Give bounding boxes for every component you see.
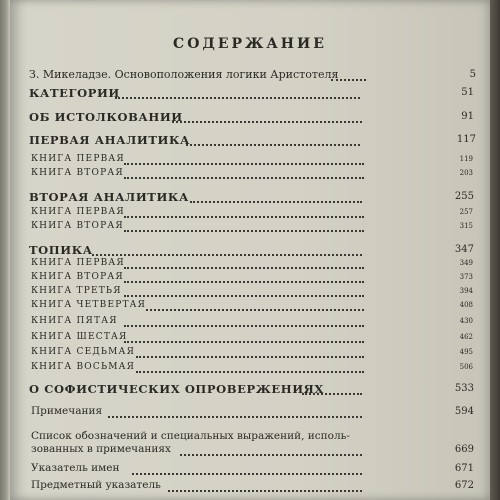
toc-leader: [132, 473, 362, 475]
toc-entry-label: КНИГА ЧЕТВЕРТАЯ: [31, 300, 147, 310]
toc-leader: [186, 144, 360, 146]
toc-leader: [136, 356, 364, 358]
toc-page-number: 117: [456, 134, 476, 145]
toc-page-number: 315: [459, 222, 473, 230]
toc-leader: [124, 325, 364, 327]
toc-entry-label: КНИГА ВТОРАЯ: [31, 272, 124, 282]
toc-page-number: 495: [459, 348, 473, 356]
toc-entry-notation-list: [0, 430, 500, 460]
toc-leader: [190, 201, 362, 203]
page-title: СОДЕРЖАНИЕ: [173, 36, 327, 52]
toc-leader: [302, 393, 362, 395]
toc-leader: [124, 295, 364, 297]
toc-entry-label: КНИГА ВТОРАЯ: [31, 221, 124, 231]
toc-entry-label-line1: Список обозначений и специальных выражений, исполь-: [31, 430, 350, 442]
toc-leader: [124, 216, 364, 218]
toc-page-number: 506: [459, 363, 473, 371]
toc-entry-label: О СОФИСТИЧЕСКИХ ОПРОВЕРЖЕНИЯХ: [29, 382, 324, 396]
toc-leader: [124, 341, 364, 343]
toc-subentry: [0, 300, 500, 316]
toc-leader: [124, 230, 364, 232]
toc-leader: [115, 97, 360, 99]
toc-page-number: 51: [461, 87, 474, 98]
toc-page-number: 349: [459, 259, 473, 267]
toc-entry-label-line2: зованных в примечаниях: [31, 443, 171, 455]
toc-leader: [108, 416, 362, 418]
toc-entry-label: КНИГА СЕДЬМАЯ: [31, 347, 136, 357]
toc-page-number: 672: [454, 480, 474, 491]
toc-subentry: [0, 362, 500, 378]
toc-subentry: [0, 316, 500, 332]
toc-page-number: 462: [459, 333, 473, 341]
toc-leader: [92, 254, 362, 256]
toc-page-number: 533: [454, 383, 474, 394]
toc-entry-name-index: [0, 462, 500, 478]
toc-entry-label: ВТОРАЯ АНАЛИТИКА: [29, 190, 189, 204]
toc-leader: [124, 177, 364, 179]
toc-entry-label: КАТЕГОРИИ: [29, 86, 120, 100]
toc-page-number: 255: [454, 191, 474, 202]
toc-entry-label: КНИГА ПЕРВАЯ: [31, 154, 125, 164]
toc-page-number: 119: [459, 155, 473, 163]
toc-page-number: 669: [454, 444, 474, 455]
toc-leader: [124, 163, 364, 165]
toc-entry-subject-index: [0, 479, 500, 495]
toc-leader: [168, 490, 362, 492]
toc-entry-interpretation: [0, 110, 500, 126]
toc-entry-label: КНИГА ВОСЬМАЯ: [31, 362, 136, 372]
toc-entry-notes: [0, 405, 500, 421]
toc-entry-label: З. Микеладзе. Основоположения логики Аристотеля: [29, 68, 339, 81]
toc-entry-label: Предметный указатель: [31, 479, 161, 491]
toc-entry-label: Примечания: [31, 405, 103, 417]
toc-entry-label: Указатель имен: [31, 462, 120, 474]
toc-page-number: 594: [454, 406, 474, 417]
toc-leader: [124, 281, 364, 283]
toc-leader: [124, 267, 364, 269]
toc-page-number: 91: [461, 111, 474, 122]
toc-subentry: [0, 332, 500, 348]
toc-leader: [136, 371, 364, 373]
toc-entry-intro: [0, 68, 500, 84]
toc-entry-label: КНИГА ПЕРВАЯ: [31, 207, 125, 217]
toc-entry-label: КНИГА ВТОРАЯ: [31, 168, 124, 178]
toc-leader: [180, 454, 362, 456]
toc-page-number: 671: [454, 463, 474, 474]
toc-entry-label: ПЕРВАЯ АНАЛИТИКА: [29, 133, 190, 147]
toc-page-number: 257: [459, 208, 473, 216]
toc-leader: [172, 121, 362, 123]
toc-page-number: 373: [459, 273, 473, 281]
toc-entry-posterior-analytics: [0, 190, 500, 206]
toc-page-number: 408: [459, 301, 473, 309]
toc-subentry: [0, 168, 500, 184]
toc-entry-label: КНИГА ШЕСТАЯ: [31, 332, 128, 342]
toc-entry-topics: [0, 243, 500, 259]
toc-entry-sophistical-refutations: [0, 382, 500, 398]
toc-entry-label: КНИГА ТРЕТЬЯ: [31, 286, 122, 296]
toc-page-number: 430: [459, 317, 473, 325]
toc-page-number: 394: [459, 287, 473, 295]
toc-page-number: 347: [454, 244, 474, 255]
toc-entry-label: КНИГА ПЯТАЯ: [31, 316, 118, 326]
toc-page-number: 203: [459, 169, 473, 177]
toc-entry-label: ТОПИКА: [29, 243, 93, 257]
toc-page-number: 5: [469, 69, 476, 80]
toc-subentry: [0, 347, 500, 363]
toc-entry-categories: [0, 86, 500, 102]
toc-entry-label: КНИГА ПЕРВАЯ: [31, 258, 125, 268]
toc-entry-label: ОБ ИСТОЛКОВАНИИ: [29, 110, 183, 124]
toc-leader: [331, 79, 366, 81]
toc-leader: [146, 309, 364, 311]
toc-subentry: [0, 221, 500, 237]
toc-entry-prior-analytics: [0, 133, 500, 149]
